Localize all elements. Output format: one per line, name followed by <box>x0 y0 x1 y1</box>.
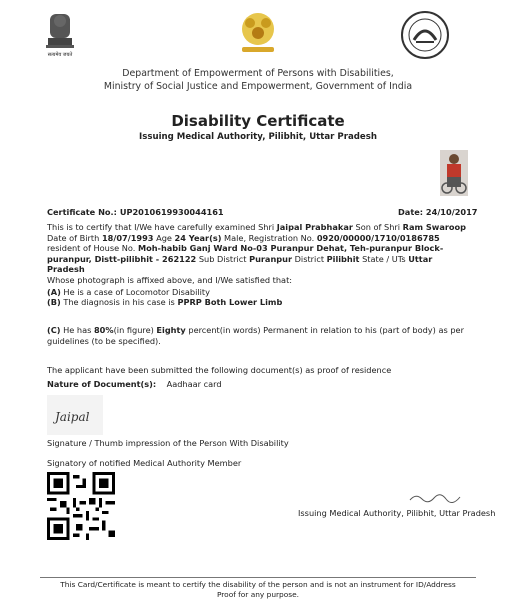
authority-member-caption: Signatory of notified Medical Authority Member <box>47 458 242 468</box>
footer-disclaimer: This Card/Certificate is meant to certify the disability of the person and is not an instrument for ID/Address Proof for any purpose. <box>60 580 456 599</box>
disability-type: (A) He is a case of Locomotor Disability <box>47 287 210 297</box>
applicant-signature <box>47 395 103 435</box>
qr-code <box>47 472 115 540</box>
department-line: Department of Empowerment of Persons with Disabilities, <box>122 68 394 79</box>
emblem-caption: सत्यमेव जयते <box>47 52 73 58</box>
certificate-title: Disability Certificate <box>171 112 345 130</box>
issuing-authority-caption: Issuing Medical Authority, Pilibhit, Uttar Pradesh <box>298 508 496 518</box>
uttar-pradesh-seal-icon <box>400 10 450 60</box>
issuer-signature <box>408 491 464 505</box>
ministry-line: Ministry of Social Justice and Empowerment, Government of India <box>103 81 413 92</box>
proof-intro: The applicant have been submitted the following document(s) as proof of residence <box>47 365 392 375</box>
svg-text:Jaipal: Jaipal <box>55 410 90 424</box>
certificate-number: Certificate No.: UP2010619930044161 <box>47 207 224 217</box>
footer-divider <box>40 577 476 578</box>
certification-paragraph: This is to certify that I/We have carefully examined Shri Jaipal Prabhakar Son of Shri Ram Swaroop Date of Birth 18/07/1993 Age 24 Year(s) Male, Registration No. 0920/00000/1710/0186785 resident of House No. Moh-habib Ganj Ward No-03 Puranpur Dehat, Teh-puranpur Block-puranpur, Distt-pilibhit - 262122 Sub District Puranpur District Pilibhit State / UTs Uttar Pradesh Whose photograph is affixed above, and I/We satisfied that: <box>47 222 467 285</box>
applicant-photo <box>440 150 468 196</box>
certificate-subtitle: Issuing Medical Authority, Pilibhit, Uttar Pradesh <box>139 132 377 142</box>
disability-percentage: (C) He has 80%(in figure) Eighty percent(in words) Permanent in relation to his (part of body) as per guidelines (to be specified). <box>47 325 464 346</box>
certificate-date: Date: 24/10/2017 <box>398 207 478 217</box>
diagnosis: (B) The diagnosis in his case is PPRP Both Lower Limb <box>47 297 283 307</box>
applicant-signature-caption: Signature / Thumb impression of the Person With Disability <box>47 438 289 448</box>
proof-document: Nature of Document(s): Aadhaar card <box>47 379 222 389</box>
ministry-logo-icon <box>228 9 288 57</box>
